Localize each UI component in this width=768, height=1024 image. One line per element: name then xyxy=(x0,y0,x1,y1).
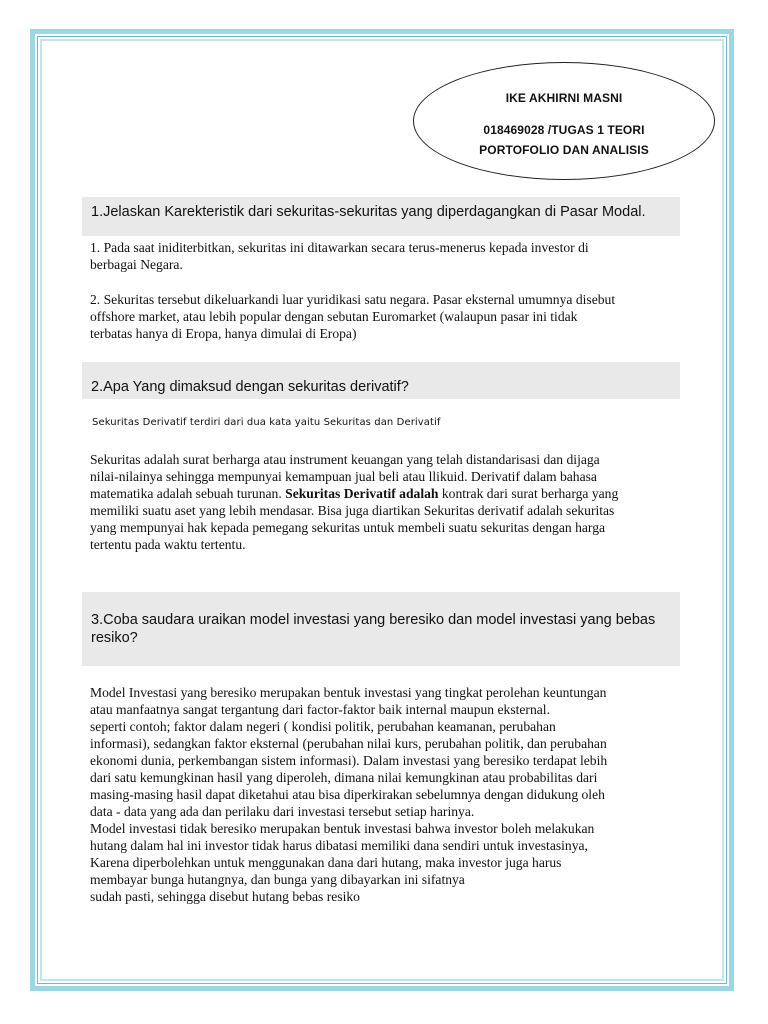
answer-q2-text: kontrak dari surat berharga yang xyxy=(438,486,619,501)
answer-q3-line: data - data yang ada dan perilaku dari investasi tersebut setiap harinya. xyxy=(90,804,475,819)
answer-q3-line: membayar bunga hutangnya, dan bunga yang dibayarkan ini sifatnya xyxy=(90,872,465,887)
answer-q2-line xyxy=(90,485,690,502)
question-1-text: 1.Jelaskan Karekteristik dari sekuritas-sekuritas yang diperdagangkan di Pasar Modal. xyxy=(91,204,646,220)
answer-1-line: 1. Pada saat iniditerbitkan, sekuritas ini ditawarkan secara terus-menerus kepada investor di xyxy=(90,240,589,255)
answer-q2 xyxy=(90,451,690,553)
student-id-task: 018469028 /TUGAS 1 TEORI xyxy=(483,123,645,137)
answer-q3-line: atau manfaatnya sangat tergantung dari factor-faktor baik internal maupun eksternal. xyxy=(90,702,550,717)
answer-q3-line: hutang dalam hal ini investor tidak harus dibatasi memiliki dana sendiri untuk investasinya, xyxy=(90,838,588,853)
course-title: PORTOFOLIO DAN ANALISIS xyxy=(479,143,649,157)
question-2-subtitle: Sekuritas Derivatif terdiri dari dua kata yaitu Sekuritas dan Derivatif xyxy=(92,417,441,428)
answer-2-line: 2. Sekuritas tersebut dikeluarkandi luar yuridikasi satu negara. Pasar eksternal umumnya disebut xyxy=(90,292,616,307)
answer-q2-line: memiliki suatu aset yang lebih mendasar. Bisa juga diartikan Sekuritas derivatif adalah sekuritas xyxy=(90,503,615,518)
answer-q2-bold-term: Sekuritas Derivatif adalah xyxy=(285,486,439,501)
answer-q3-line: Model Investasi yang beresiko merupakan bentuk investasi yang tingkat perolehan keuntungan xyxy=(90,685,607,700)
answer-q3-line: informasi), sedangkan faktor eksternal (perubahan nilai kurs, perubahan politik, dan perubahan xyxy=(90,736,607,751)
question-3-text: resiko? xyxy=(91,630,138,646)
question-1-box xyxy=(82,197,680,236)
answer-2 xyxy=(90,291,690,342)
answer-2-line: offshore market, atau lebih popular dengan sebutan Euromarket (walaupun pasar ini tidak xyxy=(90,309,578,324)
answer-q3-line: sudah pasti, sehingga disebut hutang bebas resiko xyxy=(90,889,360,904)
answer-q3-line: Karena diperbolehkan untuk menggunakan dana dari hutang, maka investor juga harus xyxy=(90,855,562,870)
name-oval xyxy=(413,62,715,180)
answer-q3-line: Model investasi tidak beresiko merupakan bentuk investasi bahwa investor boleh melakukan xyxy=(90,821,595,836)
question-2-text: 2.Apa Yang dimaksud dengan sekuritas derivatif? xyxy=(91,379,409,395)
question-3-box xyxy=(82,592,680,666)
answer-q3 xyxy=(90,684,690,905)
answer-2-line: terbatas hanya di Eropa, hanya dimulai di Eropa) xyxy=(90,326,357,341)
answer-q2-line: tertentu pada waktu tertentu. xyxy=(90,537,246,552)
answer-q3-line: seperti contoh; faktor dalam negeri ( kondisi politik, perubahan keamanan, perubahan xyxy=(90,719,556,734)
answer-q2-line: nilai-nilainya sehingga mempunyai kemampuan jual beli atau llikuid. Derivatif dalam bahasa xyxy=(90,469,597,484)
answer-q2-line: yang mempunyai hak kepada pemegang sekuritas untuk membeli suatu sekuritas dengan harga xyxy=(90,520,606,535)
question-2-box xyxy=(82,362,680,399)
answer-q3-line: ekonomi dunia, perkembangan sistem informasi). Dalam investasi yang beresiko terdapat lebih xyxy=(90,753,608,768)
answer-q2-line: Sekuritas adalah surat berharga atau instrument keuangan yang telah distandarisasi dan dijaga xyxy=(90,452,600,467)
student-name: IKE AKHIRNI MASNI xyxy=(505,91,623,105)
answer-q3-line: dari satu kemungkinan hasil yang diperoleh, dimana nilai kemungkinan atau probabilitas dari xyxy=(90,770,598,785)
answer-1-line: berbagai Negara. xyxy=(90,257,183,272)
answer-q3-line: masing-masing hasil dapat diketahui atau bisa diperkirakan sebelumnya dengan didukung oleh xyxy=(90,787,605,802)
answer-1 xyxy=(90,239,690,273)
answer-q2-text: matematika adalah sebuah turunan. xyxy=(90,486,286,501)
question-3-text: 3.Coba saudara uraikan model investasi yang beresiko dan model investasi yang bebas xyxy=(91,612,656,628)
